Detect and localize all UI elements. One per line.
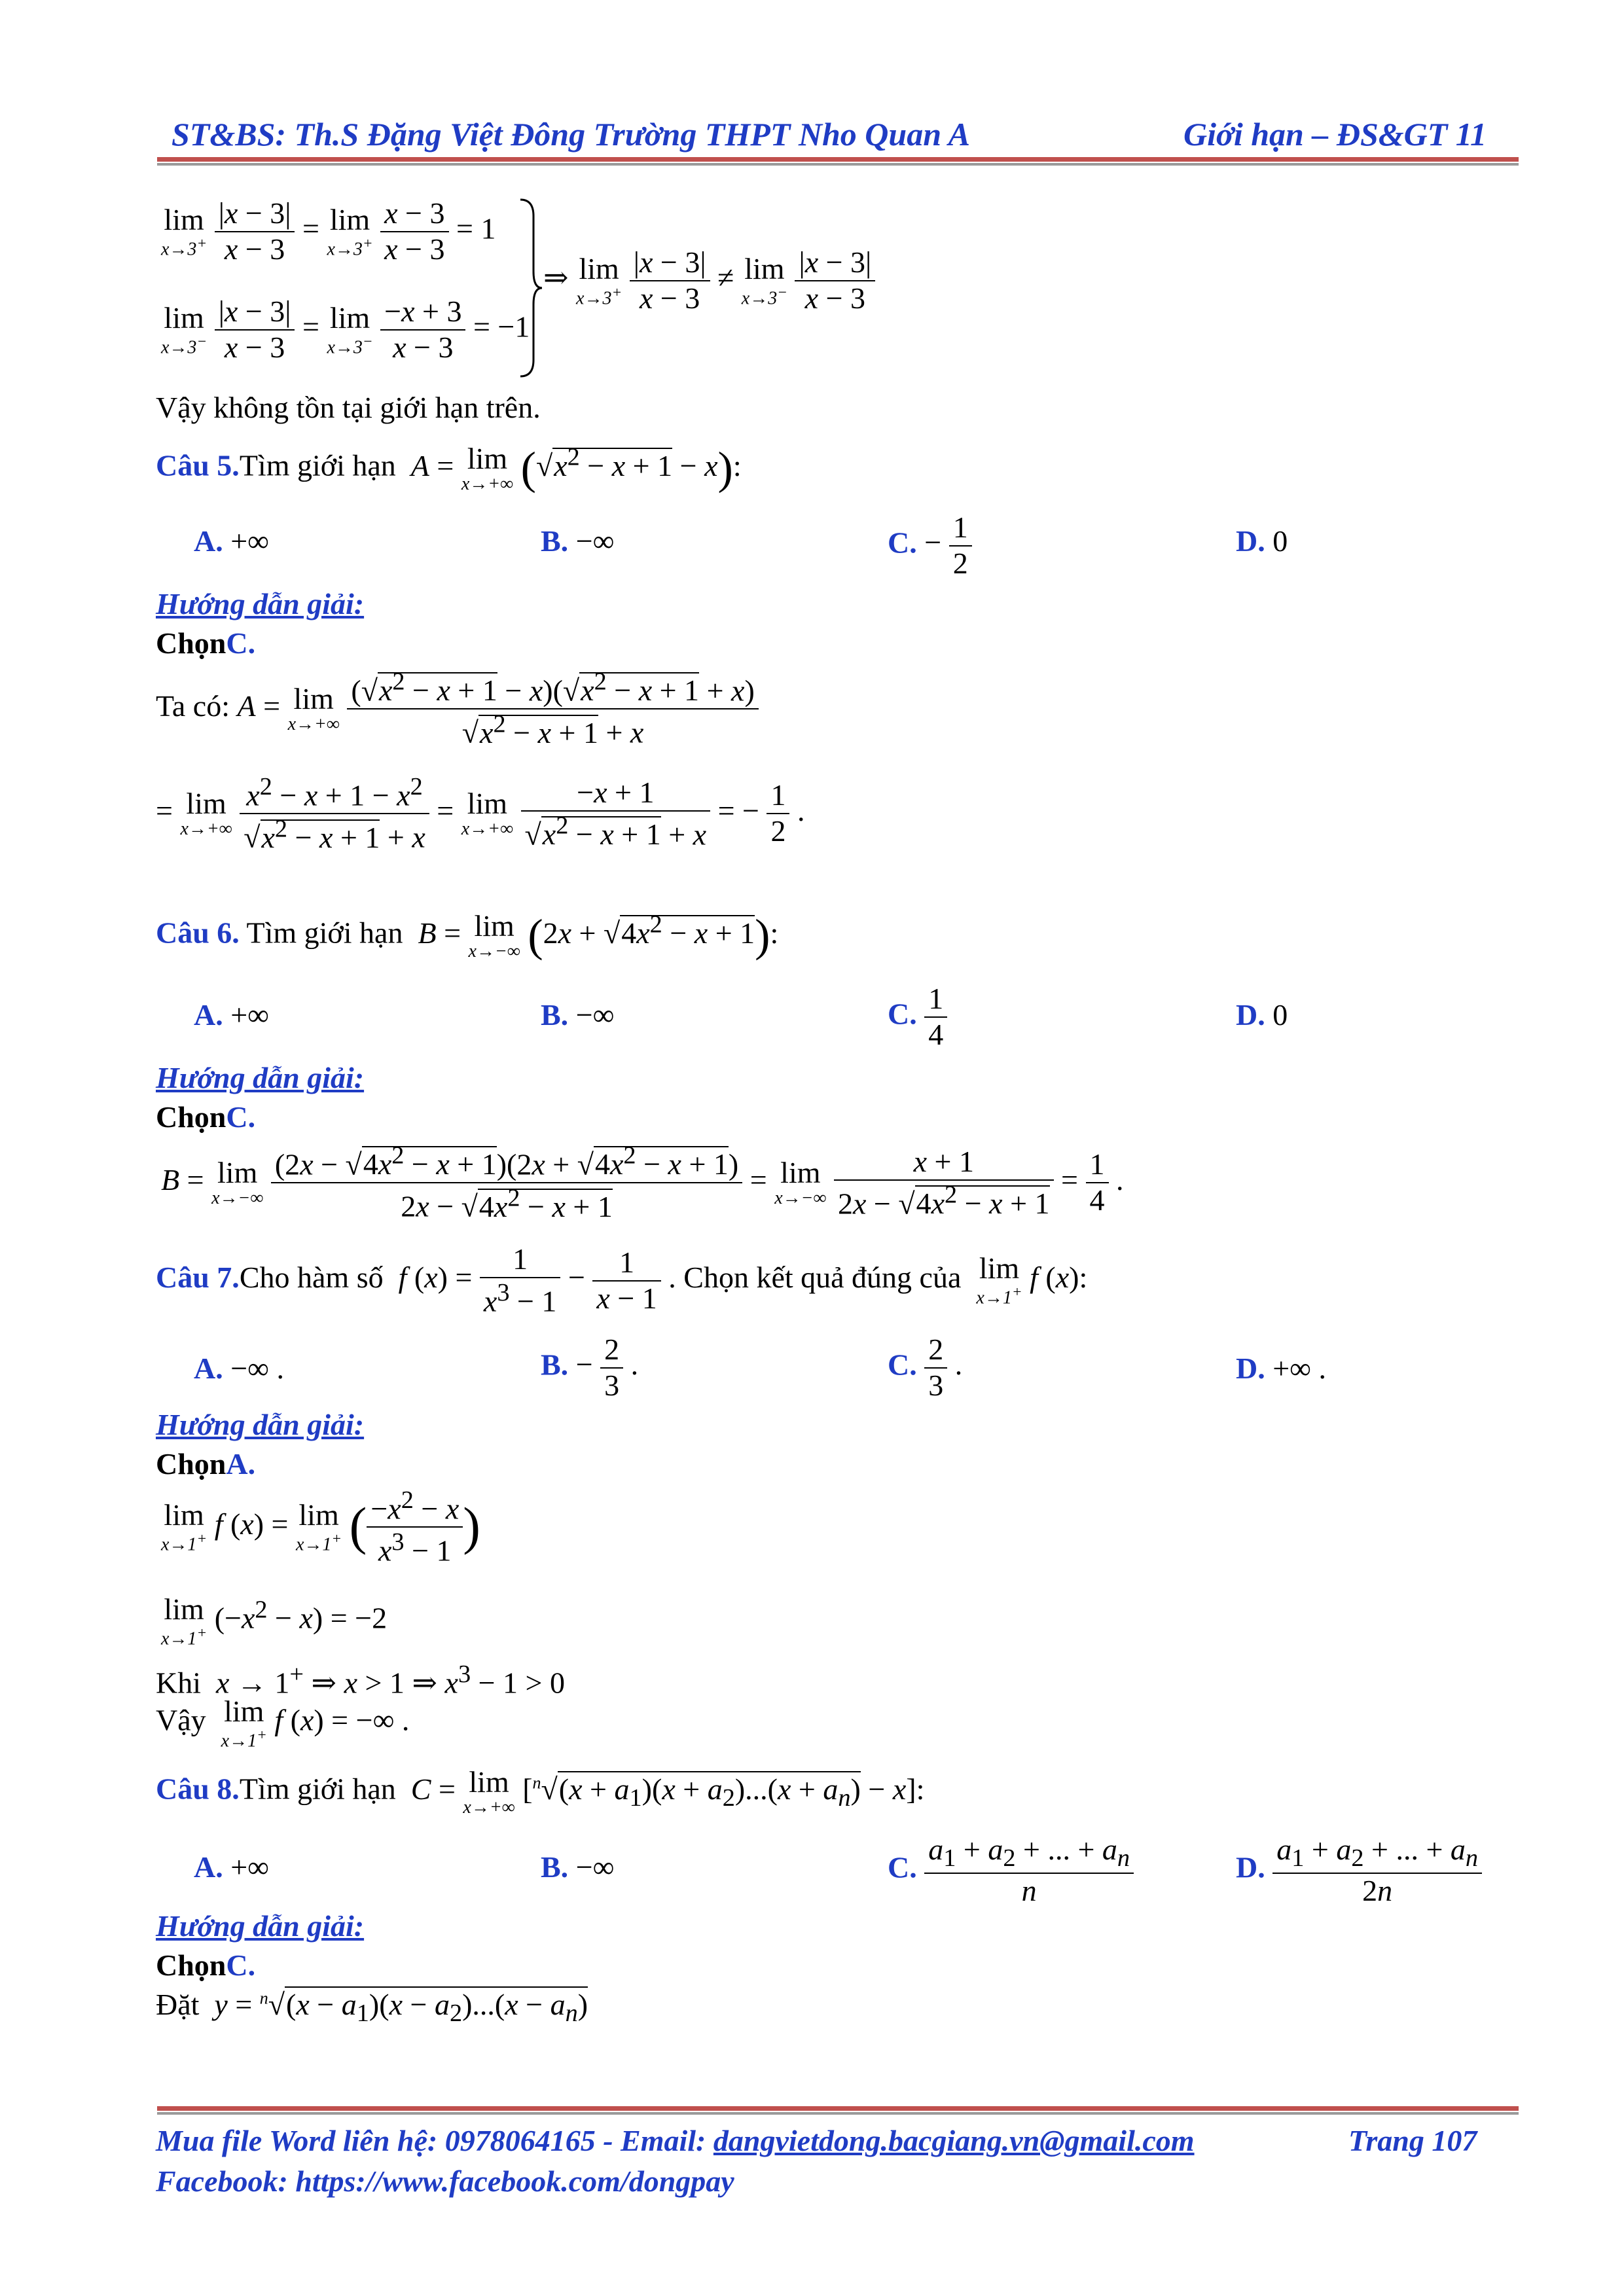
q7-option-c[interactable]: C. $\frac{2}{3}$ . xyxy=(888,1333,963,1402)
header-left: ST&BS: Th.S Đặng Việt Đông Trường THPT Nho Quan A xyxy=(171,116,970,152)
q7-option-b[interactable]: B. − $\frac{2}{3}$ . xyxy=(541,1333,639,1402)
q6-option-a[interactable]: A. +∞ xyxy=(194,998,269,1031)
q7-solution-line3: Khi x → 1+ ⇒ x > 1 ⇒ $x^3 - 1 > 0$ xyxy=(156,1660,565,1700)
question-label: Câu 5. xyxy=(156,448,240,482)
q7-guide-heading: Hướng dẫn giải: xyxy=(156,1408,365,1441)
q6-answer: ChọnC. xyxy=(156,1100,256,1134)
footer-page-number: Trang 107 xyxy=(1348,2124,1477,2157)
header-right: Giới hạn – ĐS&GT 11 xyxy=(1183,116,1487,152)
q5-answer: ChọnC. xyxy=(156,626,256,660)
q8-answer: ChọnC. xyxy=(156,1948,256,1982)
q8-option-d[interactable]: D. $\frac{a_1 + a_2 + ... + a_n}{2n}$ xyxy=(1236,1833,1482,1909)
q6-guide-heading: Hướng dẫn giải: xyxy=(156,1061,365,1094)
q5-option-b[interactable]: B. −∞ xyxy=(541,524,615,558)
footer-rule-gray xyxy=(157,2112,1519,2115)
q5-option-d[interactable]: D. 0 xyxy=(1236,524,1288,558)
footer-facebook[interactable]: Facebook: https://www.facebook.com/dongpay xyxy=(156,2164,734,2198)
formula-right-limit: lim x→3+ $\frac{|x - 3|}{x - 3}$ = lim x→3+ $\frac{x - 3}{x - 3}$ = 1 xyxy=(161,196,496,266)
q8-solution-line1: Đặt $y = ^n√(x - a_1)(x - a_2)...(x - a_n)$ xyxy=(156,1988,588,2028)
q6-option-c[interactable]: C. $\frac{1}{4}$ xyxy=(888,982,947,1052)
q7-option-a[interactable]: A. −∞ . xyxy=(194,1352,284,1385)
option-value: +∞ xyxy=(230,524,269,558)
q8-option-c[interactable]: C. $\frac{a_1 + a_2 + ... + a_n}{n}$ xyxy=(888,1833,1134,1909)
q6-option-b[interactable]: B. −∞ xyxy=(541,998,615,1031)
q7-solution-line2: lim x→1+ $(-x^2 - x) = -2$ xyxy=(161,1592,388,1649)
question-6: Câu 6. Tìm giới hạn B = lim x→−∞ $(2x + √4x^2 - x + 1)$: xyxy=(156,909,779,961)
q7-solution-line4: Vậy lim x→1+ f (x) = −∞ . xyxy=(156,1695,410,1751)
formula-not-equal: ⇒ lim x→3+ $\frac{|x - 3|}{x - 3}$ ≠ lim x→3− $\frac{|x - 3|}{x - 3}$ xyxy=(543,245,875,316)
q6-solution: B = lim x→−∞ $\frac{(2x - √4x^2 - x + 1)(2x + √4x^2 - x + 1)}{2x - √4x^2 - x + 1}$ = lim x→−∞ $\frac{x + 1}{2x - √4x^2 - x + 1}$ = $\frac{1}{4}$ . xyxy=(161,1142,1124,1223)
question-8: Câu 8.Tìm giới hạn C = lim x→+∞ $[^n√(x + a_1)(x + a_2)...(x + a_n) - x]$: xyxy=(156,1765,925,1818)
q8-option-a[interactable]: A. +∞ xyxy=(194,1850,269,1884)
header-rule-gray xyxy=(157,163,1519,166)
q5-solution-line2: = lim x→+∞ $\frac{x^2 - x + 1 - x^2}{√x^2 - x + 1 + x}$ = lim x→+∞ $\frac{-x + 1}{√x^2 - x + 1 + x}$ = − $\frac{1}{2}$ . xyxy=(156,773,805,854)
q5-guide-heading: Hướng dẫn giải: xyxy=(156,587,365,620)
q5-solution-line1: Ta có: A = lim x→+∞ $\frac{(√x^2 - x + 1 - x)(√x^2 - x + 1 + x)}{√x^2 - x + 1 + x}$ xyxy=(156,668,759,750)
q8-guide-heading: Hướng dẫn giải: xyxy=(156,1909,365,1943)
q5-option-a[interactable]: A. +∞ xyxy=(194,524,269,558)
q6-option-d[interactable]: D. 0 xyxy=(1236,998,1288,1031)
right-brace xyxy=(517,196,543,380)
footer-email-link[interactable]: dangvietdong.bacgiang.vn@gmail.com xyxy=(713,2124,1195,2157)
q7-option-d[interactable]: D. +∞ . xyxy=(1236,1352,1326,1385)
q7-answer: ChọnA. xyxy=(156,1447,256,1480)
footer-contact: Mua file Word liên hệ: 0978064165 - Email: dangvietdong.bacgiang.vn@gmail.com xyxy=(156,2124,1195,2157)
formula-left-limit: lim x→3− $\frac{|x - 3|}{x - 3}$ = lim x→3− $\frac{-x + 3}{x - 3}$ = −1 xyxy=(161,295,530,364)
q5-option-c[interactable]: C. − $\frac{1}{2}$ xyxy=(888,511,972,581)
option-value: 0 xyxy=(1272,524,1288,558)
header-rule-red xyxy=(157,157,1519,162)
question-text: Tìm giới hạn xyxy=(239,448,396,482)
q7-solution-line1: lim x→1+ f (x) = lim x→1+ ( $\frac{-x^2 - x}{x^3 - 1}$ ) xyxy=(161,1486,480,1568)
conclusion-text: Vậy không tồn tại giới hạn trên. xyxy=(156,391,541,424)
q8-option-b[interactable]: B. −∞ xyxy=(541,1850,615,1884)
footer-rule-red xyxy=(157,2106,1519,2111)
question-5: Câu 5.Tìm giới hạn A = lim x→+∞ $(√x^2 - x + 1 - x)$: xyxy=(156,442,742,494)
option-value: −∞ xyxy=(575,524,615,558)
question-7: Câu 7.Cho hàm số f (x) = $\frac{1}{x^3 - 1}$ − $\frac{1}{x - 1}$ . Chọn kết quả đúng của lim x→1+ f (x): xyxy=(156,1242,1088,1318)
